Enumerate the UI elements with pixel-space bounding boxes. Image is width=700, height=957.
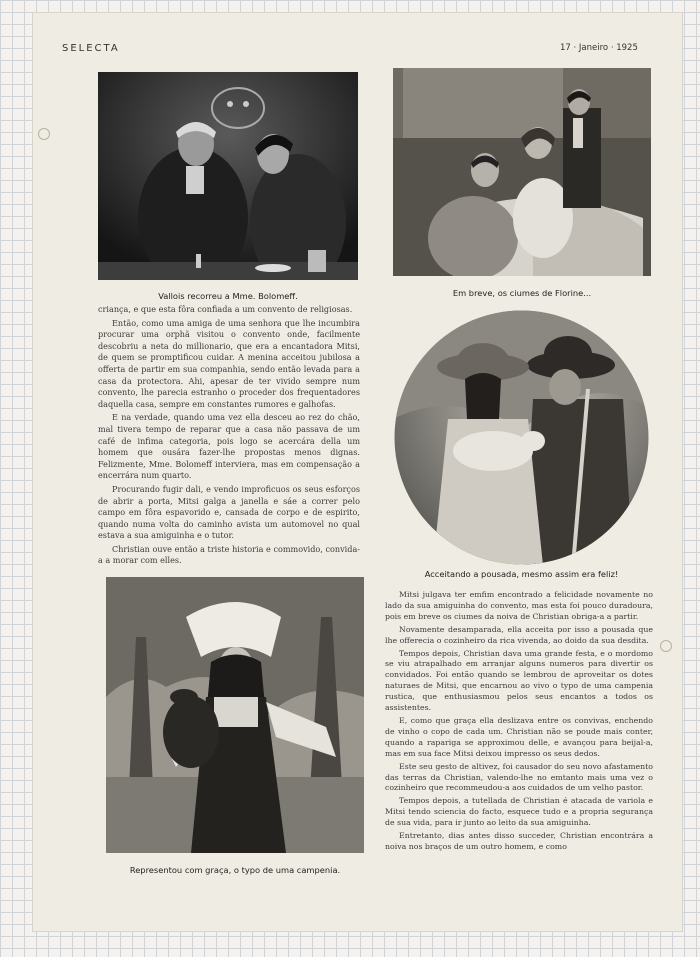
caption-top-right: Em breve, os ciumes de Florine... bbox=[452, 288, 592, 298]
photo-vallois-bolomeff bbox=[98, 72, 358, 280]
paragraph: Christian ouve então a triste historia e commovido, convida-a a morar com elles. bbox=[98, 543, 360, 566]
photo-campenia bbox=[106, 577, 364, 853]
caption-middle-right: Acceitando a pousada, mesmo assim era feliz! bbox=[424, 569, 619, 579]
pinhole-mark bbox=[660, 640, 672, 652]
issue-date: 17 · Janeiro · 1925 bbox=[560, 43, 638, 53]
magazine-title: SELECTA bbox=[62, 43, 120, 54]
photo-pousada-circle bbox=[393, 309, 650, 566]
paragraph: Mitsi julgava ter emfim encontrado a felicidade novamente no lado da sua amiguinha do convento, mas esta foi pouco duradoura, pois em breve os ciumes da noiva de Christian obriga-a a partir. bbox=[385, 590, 653, 621]
pinhole-mark bbox=[38, 128, 50, 140]
caption-top-left: Vallois recorreu a Mme. Bolomeff. bbox=[158, 291, 298, 301]
paragraph: criança, e que esta fôra confiada a um convento de religiosas. bbox=[98, 304, 353, 314]
paragraph: Tempos depois, a tutellada de Christian é atacada de variola e Mitsi tendo sciencia do facto, esquece tudo e a propria segurança de sua vida, para ir junto ao leito da sua amiguinha. bbox=[385, 796, 653, 828]
paragraph: Tempos depois, Christian dava uma grande festa, e o mordomo se viu atrapalhado em arranjar alguns numeros para divertir os convidados. Foi então quando se lembrou de aproveitar os dotes naturaes de Mitsi, que encarnou ao vivo o typo de uma campenia rustica, que enthusiasmou pelos seus encantos a todos os assistentes. bbox=[385, 648, 653, 713]
article-right-column bbox=[385, 590, 653, 855]
caption-bottom-left: Representou com graça, o typo de uma campenia. bbox=[129, 865, 341, 875]
paragraph: Este seu gesto de altivez, foi causador do seu novo afastamento das terras da Christian, valendo-lhe no emtanto mais uma vez o cozinheiro que recommeudou-a aos cuidados de um velho pastor. bbox=[385, 761, 653, 793]
photo-florine-jealousy bbox=[393, 68, 651, 276]
paragraph: Procurando fugir dali, e vendo improficuos os seus esforços de abrir a porta, Mitsi galga a janella e sáe a correr pelo campo em fôra espavorido e, cansada de corpo e de espirito, quando numa volta do caminho avista um automovel no qual estava a sua amiguinha e o tutor. bbox=[98, 483, 360, 541]
article-left-column bbox=[98, 304, 360, 569]
paragraph: Novamente desamparada, ella acceita por isso a pousada que lhe offerecia o cozinheiro da rica vivenda, ao doido da sua desdita. bbox=[385, 624, 653, 645]
paragraph: Então, como uma amiga de uma senhora que lhe incumbira procurar uma orphã visitou o convento onde, facilmente descobriu a neta do millionario, que era a encantadora Mitsi, de quem se promptificou cuidar. A menina acceitou jubilosa a offerta de partir em sua companhia, sendo então levada para a casa da protectora. Ahi, apesar de ter vivido sempre num convento, lhe parecia estranho o proceder dos frequentadores daquella casa, sempre em constantes rumores e galhofas. bbox=[98, 317, 360, 409]
paragraph: Entretanto, dias antes disso succeder, Christian encontrára a noiva nos braços de um outro homem, e como bbox=[385, 831, 653, 851]
paragraph: E, como que graça ella deslizava entre os convivas, enchendo de vinho o copo de cada um. Christian não se poude mais conter, quando a rapariga se approximou delle, e avançou para beijal-a, mas em sua face Mitsi deixou impresso os seus dedos. bbox=[385, 715, 653, 758]
paragraph: E na verdade, quando uma vez ella desceu ao rez do chão, mal tivera tempo de reparar que a casa não passava de um café de infima categoria, pois logo se acercára della um homem que ousára fazer-lhe propostas menos dignas. Felizmente, Mme. Bolomeff interviera, mas em compensação a encerrára num quarto. bbox=[98, 412, 360, 481]
